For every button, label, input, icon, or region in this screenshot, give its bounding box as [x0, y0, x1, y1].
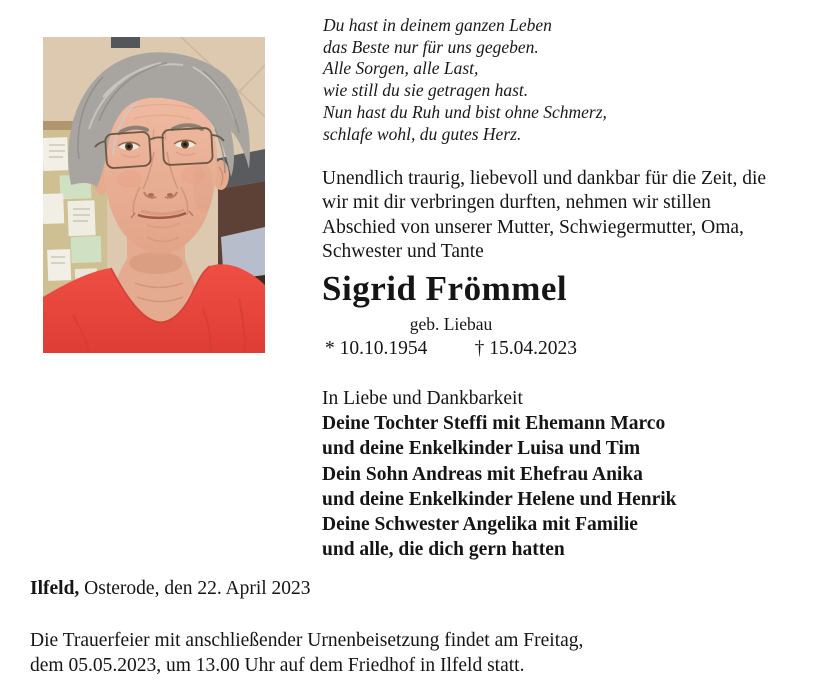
portrait-photo-illustration — [43, 37, 265, 353]
poem-line: schlafe wohl, du gutes Herz. — [323, 123, 522, 144]
poem-line: das Beste nur für uns gegeben. — [323, 36, 539, 57]
mourners-block — [322, 386, 677, 562]
memorial-poem — [323, 15, 607, 145]
mourner-line: Deine Tochter Steffi mit Ehemann Marco — [322, 413, 666, 435]
death-date: † 15.04.2023 — [474, 338, 577, 359]
mourner-line: Deine Schwester Angelika mit Familie — [322, 514, 638, 536]
mourner-line: und deine Enkelkinder Luisa und Tim — [322, 438, 641, 460]
date-text: Osterode, den 22. April 2023 — [79, 578, 311, 599]
funeral-line: dem 05.05.2023, um 13.00 Uhr auf dem Friedhof in Ilfeld statt. — [30, 654, 525, 676]
birth-date: * 10.10.1954 — [325, 338, 428, 359]
funeral-line: Die Trauerfeier mit anschließender Urnenbeisetzung findet am Freitag, — [30, 630, 584, 651]
poem-line: wie still du sie getragen hast. — [323, 80, 529, 101]
place-date-line — [30, 578, 311, 600]
funeral-info — [30, 629, 583, 678]
life-dates — [322, 338, 577, 360]
farewell-line: wir mit dir verbringen durften, nehmen wir stillen — [322, 192, 711, 214]
deceased-block — [322, 271, 580, 360]
portrait-photo — [43, 37, 265, 353]
mourner-line: und alle, die dich gern hatten — [322, 539, 565, 561]
tribute-intro: In Liebe und Dankbarkeit — [322, 388, 523, 409]
deceased-name: Sigrid Frömmel — [322, 269, 568, 308]
poem-line: Du hast in deinem ganzen Leben — [323, 15, 552, 35]
mourner-line: Dein Sohn Andreas mit Ehefrau Anika — [322, 463, 643, 485]
poem-line: Nun hast du Ruh und bist ohne Schmerz, — [323, 101, 607, 122]
maiden-name: geb. Liebau — [409, 314, 493, 334]
farewell-line: Schwester und Tante — [322, 241, 484, 263]
farewell-text — [322, 167, 766, 265]
place-name: Ilfeld, — [30, 578, 80, 599]
farewell-line: Unendlich traurig, liebevoll und dankbar für die Zeit, die — [322, 168, 767, 189]
poem-line: Alle Sorgen, alle Last, — [323, 58, 479, 79]
mourner-line: und deine Enkelkinder Helene und Henrik — [322, 488, 677, 510]
farewell-line: Abschied von unserer Mutter, Schwiegermutter, Oma, — [322, 216, 744, 238]
